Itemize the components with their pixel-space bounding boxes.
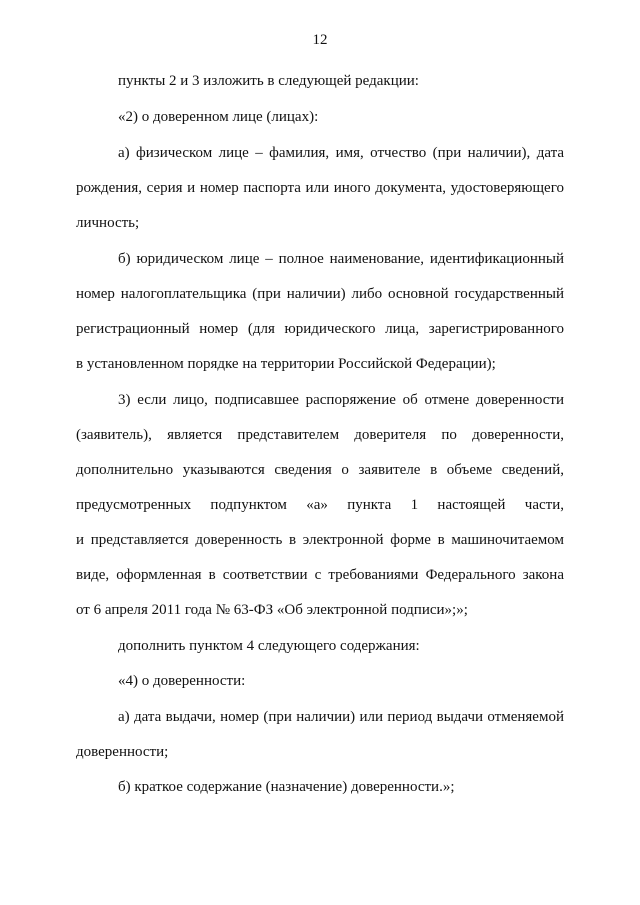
text-line: а) физическом лице – фамилия, имя, отчество (при наличии), дата (118, 145, 564, 161)
text-line: б) юридическом лице – полное наименование, идентификационный (118, 251, 564, 267)
text-line: предусмотренных подпунктом «а» пункта 1 настоящей части, (76, 497, 564, 513)
text-line: (заявитель), является представителем доверителя по доверенности, (76, 427, 564, 443)
text-line: в установленном порядке на территории Российской Федерации); (76, 356, 496, 372)
text-line: пункты 2 и 3 изложить в следующей редакции: (118, 73, 419, 89)
text-line: регистрационный номер (для юридического лица, зарегистрированного (76, 321, 564, 337)
text-line: б) краткое содержание (назначение) доверенности.»; (118, 779, 455, 795)
text-line: дополнительно указываются сведения о заявителе в объеме сведений, (76, 462, 564, 478)
text-line: личность; (76, 215, 140, 231)
text-line: а) дата выдачи, номер (при наличии) или период выдачи отменяемой (118, 709, 564, 725)
text-line: виде, оформленная в соответствии с требованиями Федерального закона (76, 567, 564, 583)
text-line: номер налогоплательщика (при наличии) либо основной государственный (76, 286, 564, 302)
text-line: от 6 апреля 2011 года № 63-ФЗ «Об электронной подписи»;»; (76, 602, 468, 618)
text-line: и представляется доверенность в электронной форме в машиночитаемом (76, 532, 564, 548)
text-line: доверенности; (76, 744, 169, 760)
text-line: рождения, серия и номер паспорта или иного документа, удостоверяющего (76, 180, 564, 196)
text-line: дополнить пунктом 4 следующего содержания: (118, 638, 420, 654)
text-line: «4) о доверенности: (118, 673, 246, 689)
text-line: «2) о доверенном лице (лицах): (118, 109, 319, 125)
text-line: 3) если лицо, подписавшее распоряжение об отмене доверенности (118, 392, 564, 408)
page-number: 12 (312, 32, 328, 48)
